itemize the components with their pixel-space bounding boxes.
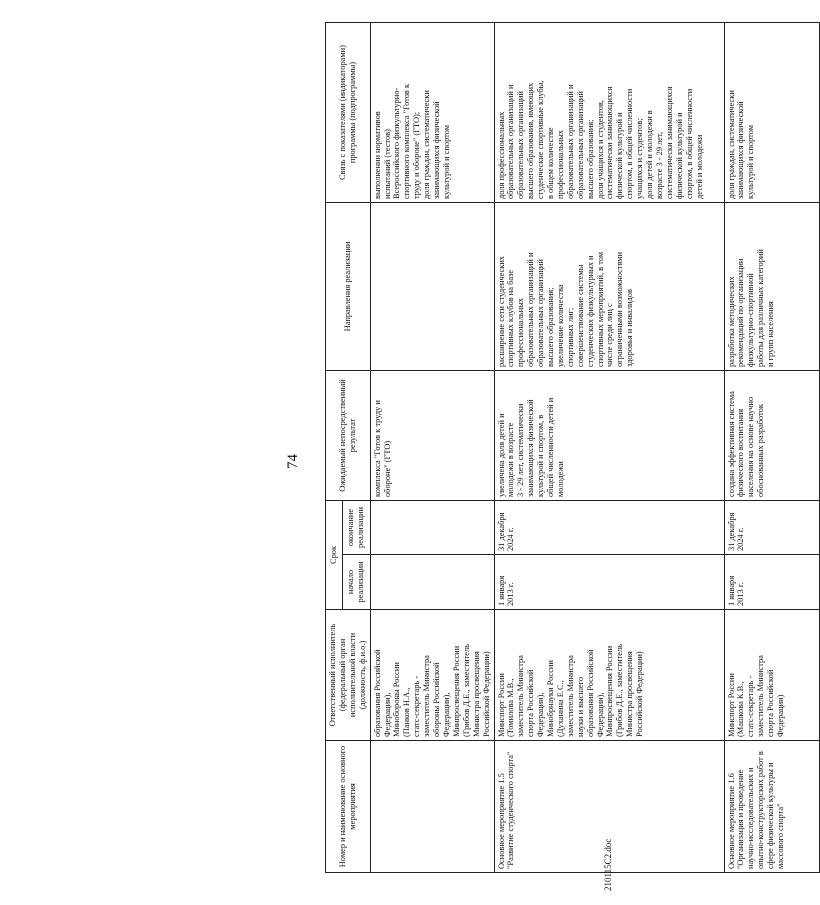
row-responsible: Минспорт России (Томилова М.В., заместитель Министра спорта Российской Федерации), Минобрнауки России (Духанина Е.С., заместитель Министра науки и высшего образования Российской Федерации), Минпросвещения России (Грибов Д.Е., заместитель Министра просвещения Российской Федерации) xyxy=(494,610,724,741)
row-end: 31 декабря 2024 г. xyxy=(724,501,819,555)
row-activity-name: Основное мероприятие 1.6 "Организация и проведение научно-исследовательских и опытно-конструкторских работ в сфере физической культуры и массового спорта" xyxy=(724,741,819,873)
header-term: Срок xyxy=(326,501,343,610)
row-start xyxy=(370,555,494,610)
program-activities-table xyxy=(325,22,820,873)
header-indicators-link: Связь с показателями (индикаторами) программы (подпрограммы) xyxy=(326,23,371,203)
row-start: 1 января 2013 г. xyxy=(494,555,724,610)
page-number: 74 xyxy=(285,454,301,469)
row-expected-result: создана эффективная система физического воспитания населения на основе научно обоснованных разработок xyxy=(724,371,819,501)
table-row xyxy=(494,23,724,873)
table-row xyxy=(724,23,819,873)
row-expected-result: комплекса "Готов к труду и обороне" (ГТО) xyxy=(370,371,494,501)
header-end: окончание реализации xyxy=(342,501,370,555)
row-directions: разработка методических рекомендаций по организации физкультурно-спортивной работы для различных категорий и групп населения xyxy=(724,203,819,371)
header-directions: Направления реализации xyxy=(326,203,371,371)
row-activity-name: Основное мероприятие 1.5 "Развитие студенческого спорта" xyxy=(494,741,724,873)
row-indicators: доля граждан, систематически занимающихся физической культурой и спортом xyxy=(724,23,819,203)
document-id: 210115C2.doc xyxy=(603,838,613,891)
header-number-name: Номер и наименование основного мероприятия xyxy=(326,741,371,873)
header-responsible: Ответственный исполнитель (федеральный орган исполнительной власти (должность, ф.и.о.) xyxy=(326,610,371,741)
row-end: 31 декабря 2024 г. xyxy=(494,501,724,555)
row-directions xyxy=(370,203,494,371)
row-indicators: доля профессиональных образовательных организаций и образовательных организаций высшего образования, имеющих студенческие спортивные клубы, в общем количестве профессиональных образовательных организаций и образовательных организаций высшего образования; доля учащихся и студентов, систематически занимающихся физической культурой и спортом, в общей численности учащихся и студентов; доля детей и молодежи в возрасте 3 - 29 лет, систематически занимающихся физической культурой и спортом, в общей численности детей и молодежи xyxy=(494,23,724,203)
row-expected-result: увеличена доля детей и молодежи в возрасте 3 - 29 лет, систематически занимающихся физической культурой и спортом, в общей численности детей и молодежи xyxy=(494,371,724,501)
row-responsible: образования Российской Федерации), Минобороны России (Панков Н.А., статс-секретарь - заместитель Министра обороны Российской Федерации), Минпросвещения России (Грибов Д.Е., заместитель Министра просвещения Российской Федерации) xyxy=(370,610,494,741)
table-row xyxy=(370,23,494,873)
row-directions: расширение сети студенческих спортивных клубов на базе профессиональных образовательных организаций и образовательных организаций высшего образования; увеличение количества спортивных лиг; совершенствование системы студенческих физкультурных и спортивных мероприятий, в том числе среди лиц с ограниченными возможностями здоровья и инвалидов xyxy=(494,203,724,371)
row-end xyxy=(370,501,494,555)
row-indicators: выполнении нормативов испытаний (тестов) Всероссийского физкультурно- спортивного комплекса "Готов к труду и обороне" (ГТО); доля граждан, систематически занимающихся физической культурой и спортом xyxy=(370,23,494,203)
row-responsible: Минспорт России (Машкова К.В., статс-секретарь - заместитель Министра спорта Российской Федерации) xyxy=(724,610,819,741)
row-start: 1 января 2013 г. xyxy=(724,555,819,610)
header-start: начало реализации xyxy=(342,555,370,610)
header-expected-result: Ожидаемый непосредственный результат xyxy=(326,371,371,501)
header-row-1 xyxy=(326,23,343,873)
row-activity-name xyxy=(370,741,494,873)
